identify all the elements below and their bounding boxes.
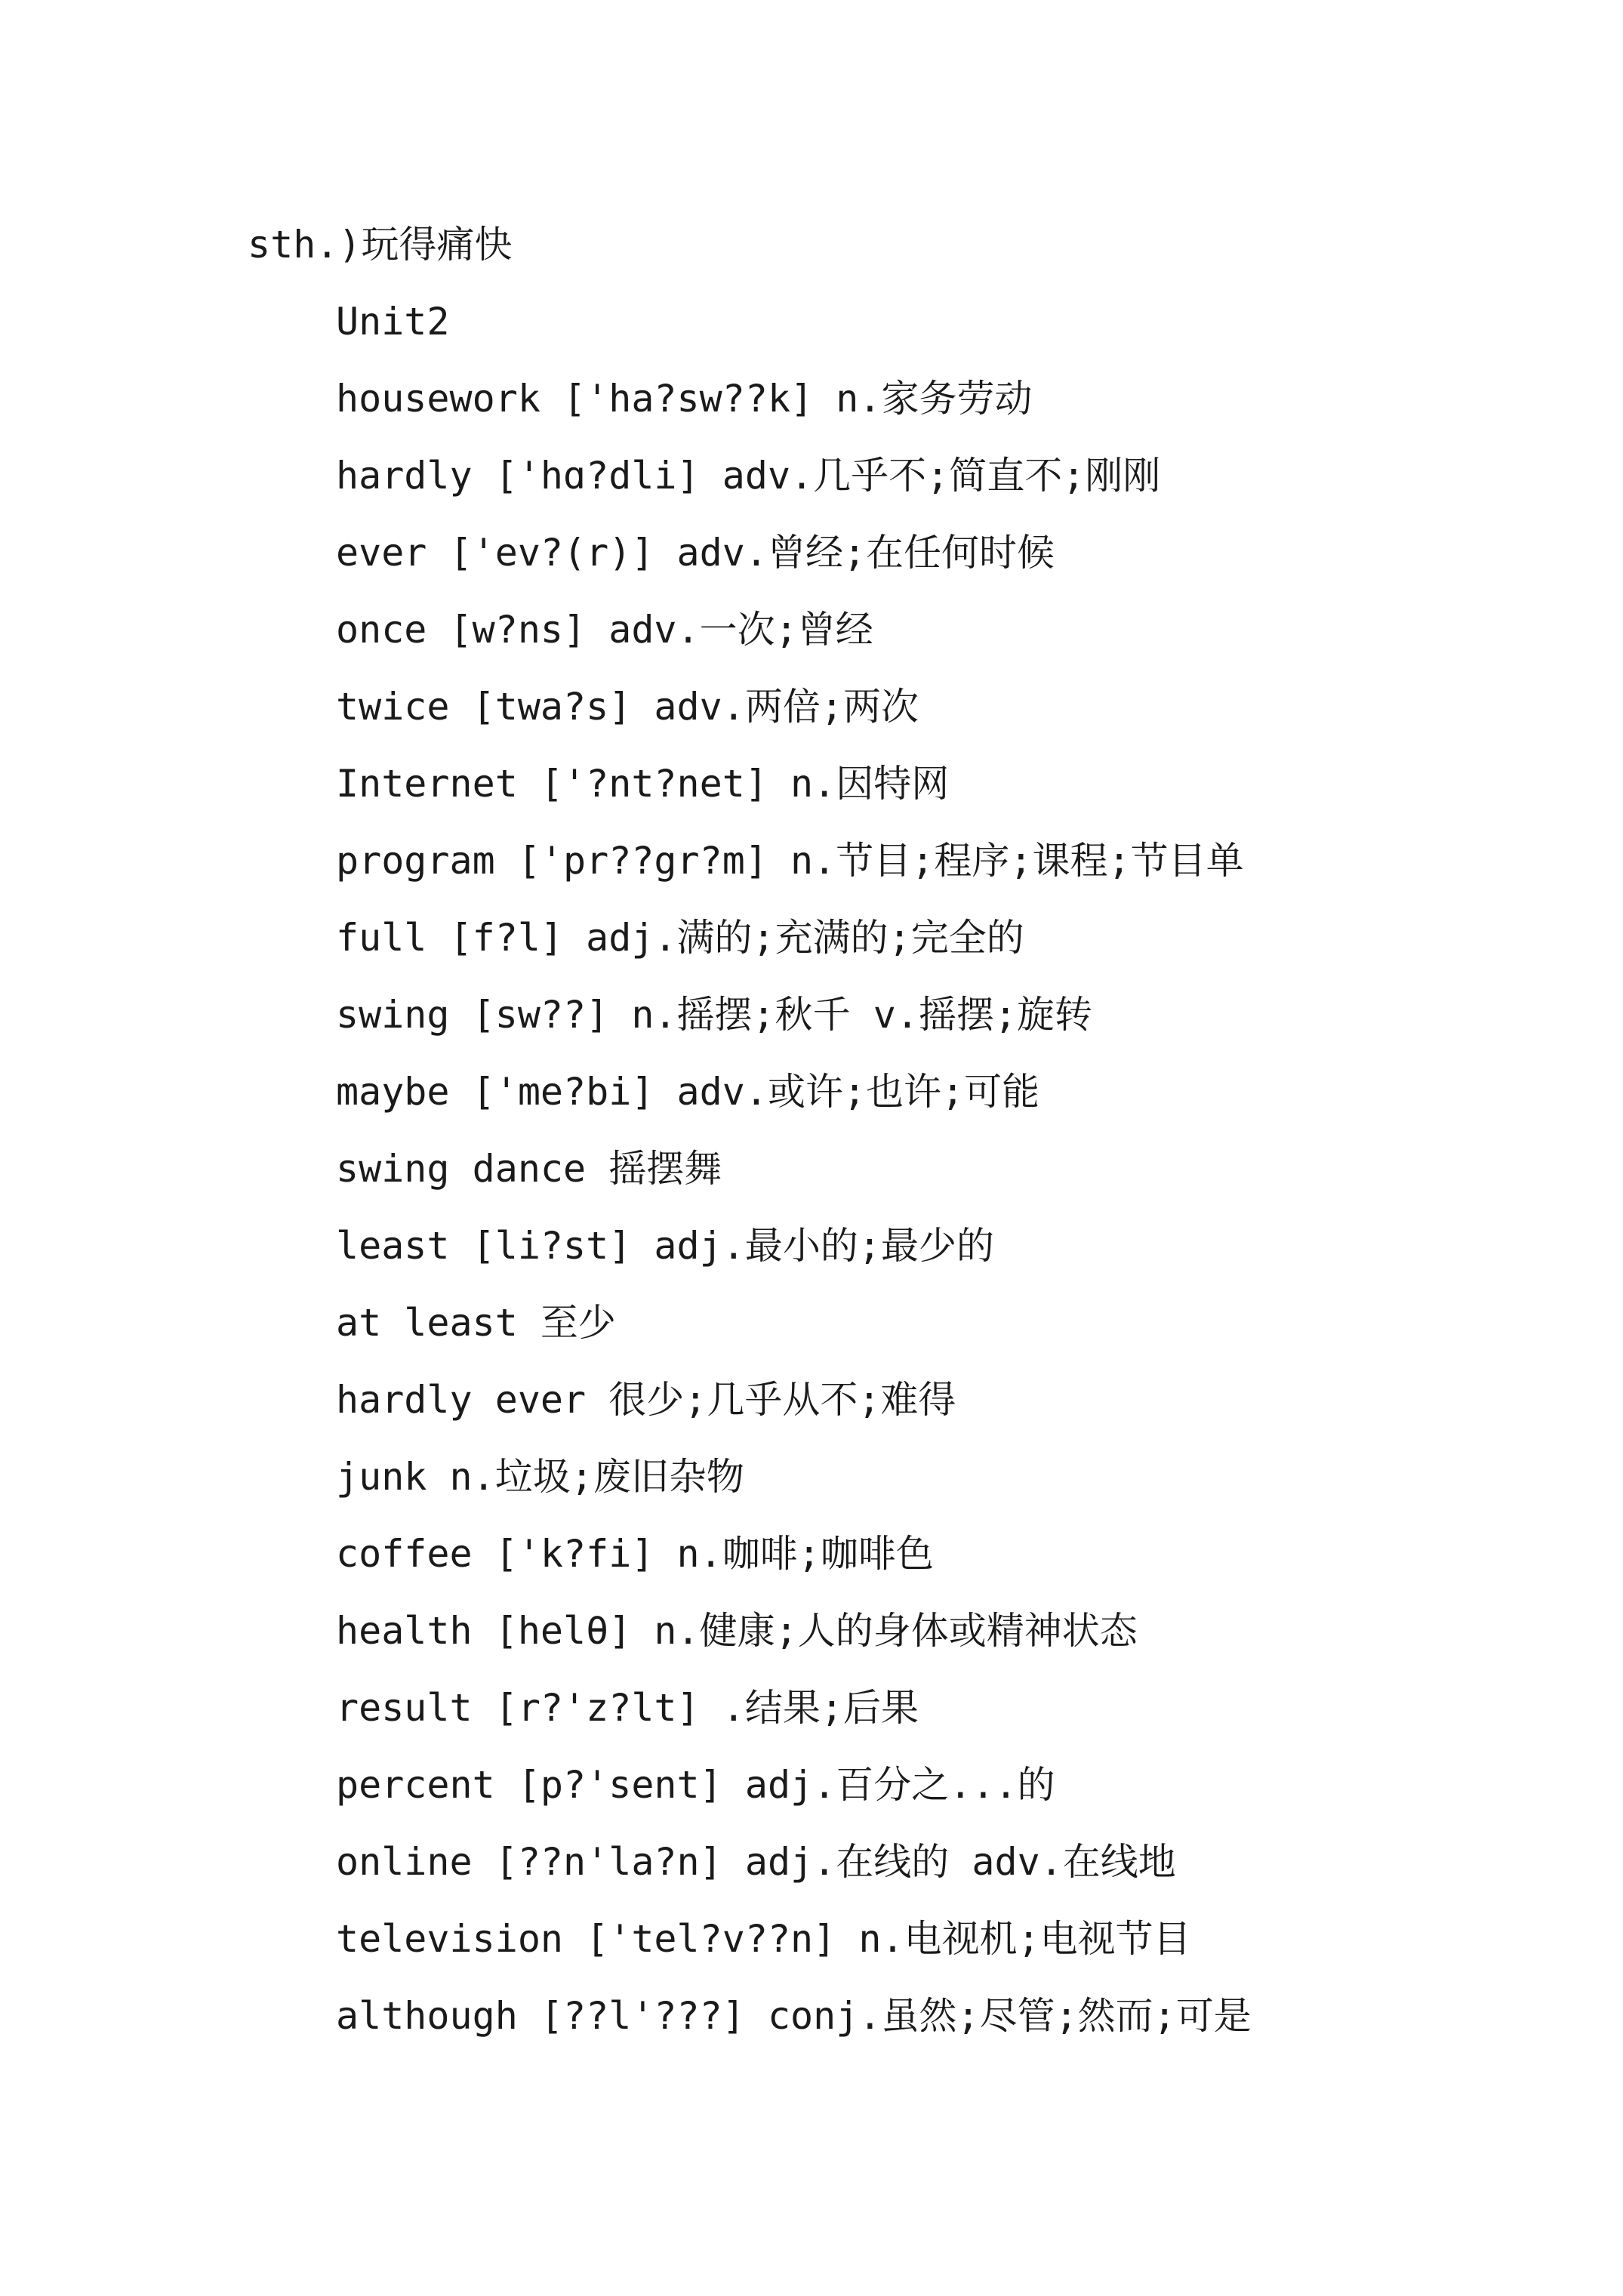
vocab-entry-swing-dance: swing dance 摇摆舞 <box>336 1147 722 1191</box>
vocab-entry-least: least [li?st] adj.最小的;最少的 <box>336 1224 994 1268</box>
vocab-entry-online: online [??n'la?n] adj.在线的 adv.在线地 <box>336 1840 1176 1884</box>
vocab-entry-percent: percent [p?'sent] adj.百分之...的 <box>336 1763 1055 1807</box>
vocab-entry-at-least: at least 至少 <box>336 1301 616 1345</box>
vocab-entry-full: full [f?l] adj.满的;充满的;完全的 <box>336 916 1024 960</box>
vocab-entry-internet: Internet ['?nt?net] n.因特网 <box>336 762 950 806</box>
vocab-entry-coffee: coffee ['k?fi] n.咖啡;咖啡色 <box>336 1532 934 1576</box>
vocab-entry-housework: housework ['ha?sw??k] n.家务劳动 <box>336 377 1033 421</box>
vocab-entry-twice: twice [twa?s] adv.两倍;两次 <box>336 685 919 729</box>
vocab-entry-hardly-ever: hardly ever 很少;几乎从不;难得 <box>336 1378 956 1422</box>
vocab-entry-ever: ever ['ev?(r)] adv.曾经;在任何时候 <box>336 531 1055 575</box>
continued-phrase-line: sth.)玩得痛快 <box>248 223 513 267</box>
vocab-entry-maybe: maybe ['me?bi] adv.或许;也许;可能 <box>336 1070 1040 1114</box>
vocab-entry-swing: swing [sw??] n.摇摆;秋千 v.摇摆;旋转 <box>336 993 1093 1037</box>
vocab-entry-television: television ['tel?v??n] n.电视机;电视节目 <box>336 1917 1191 1961</box>
vocab-entry-junk: junk n.垃圾;废旧杂物 <box>336 1455 744 1499</box>
vocab-entry-health: health [helθ] n.健康;人的身体或精神状态 <box>336 1609 1138 1653</box>
vocab-entry-program: program ['pr??gr?m] n.节目;程序;课程;节目单 <box>336 839 1244 883</box>
unit-heading: Unit2 <box>336 300 450 344</box>
vocab-entry-hardly: hardly ['hɑ?dli] adv.几乎不;简直不;刚刚 <box>336 454 1161 498</box>
vocab-entry-once: once [w?ns] adv.一次;曾经 <box>336 608 873 652</box>
vocab-entry-although: although [??l'???] conj.虽然;尽管;然而;可是 <box>336 1994 1252 2038</box>
vocab-entry-result: result [r?'z?lt] .结果;后果 <box>336 1686 919 1730</box>
